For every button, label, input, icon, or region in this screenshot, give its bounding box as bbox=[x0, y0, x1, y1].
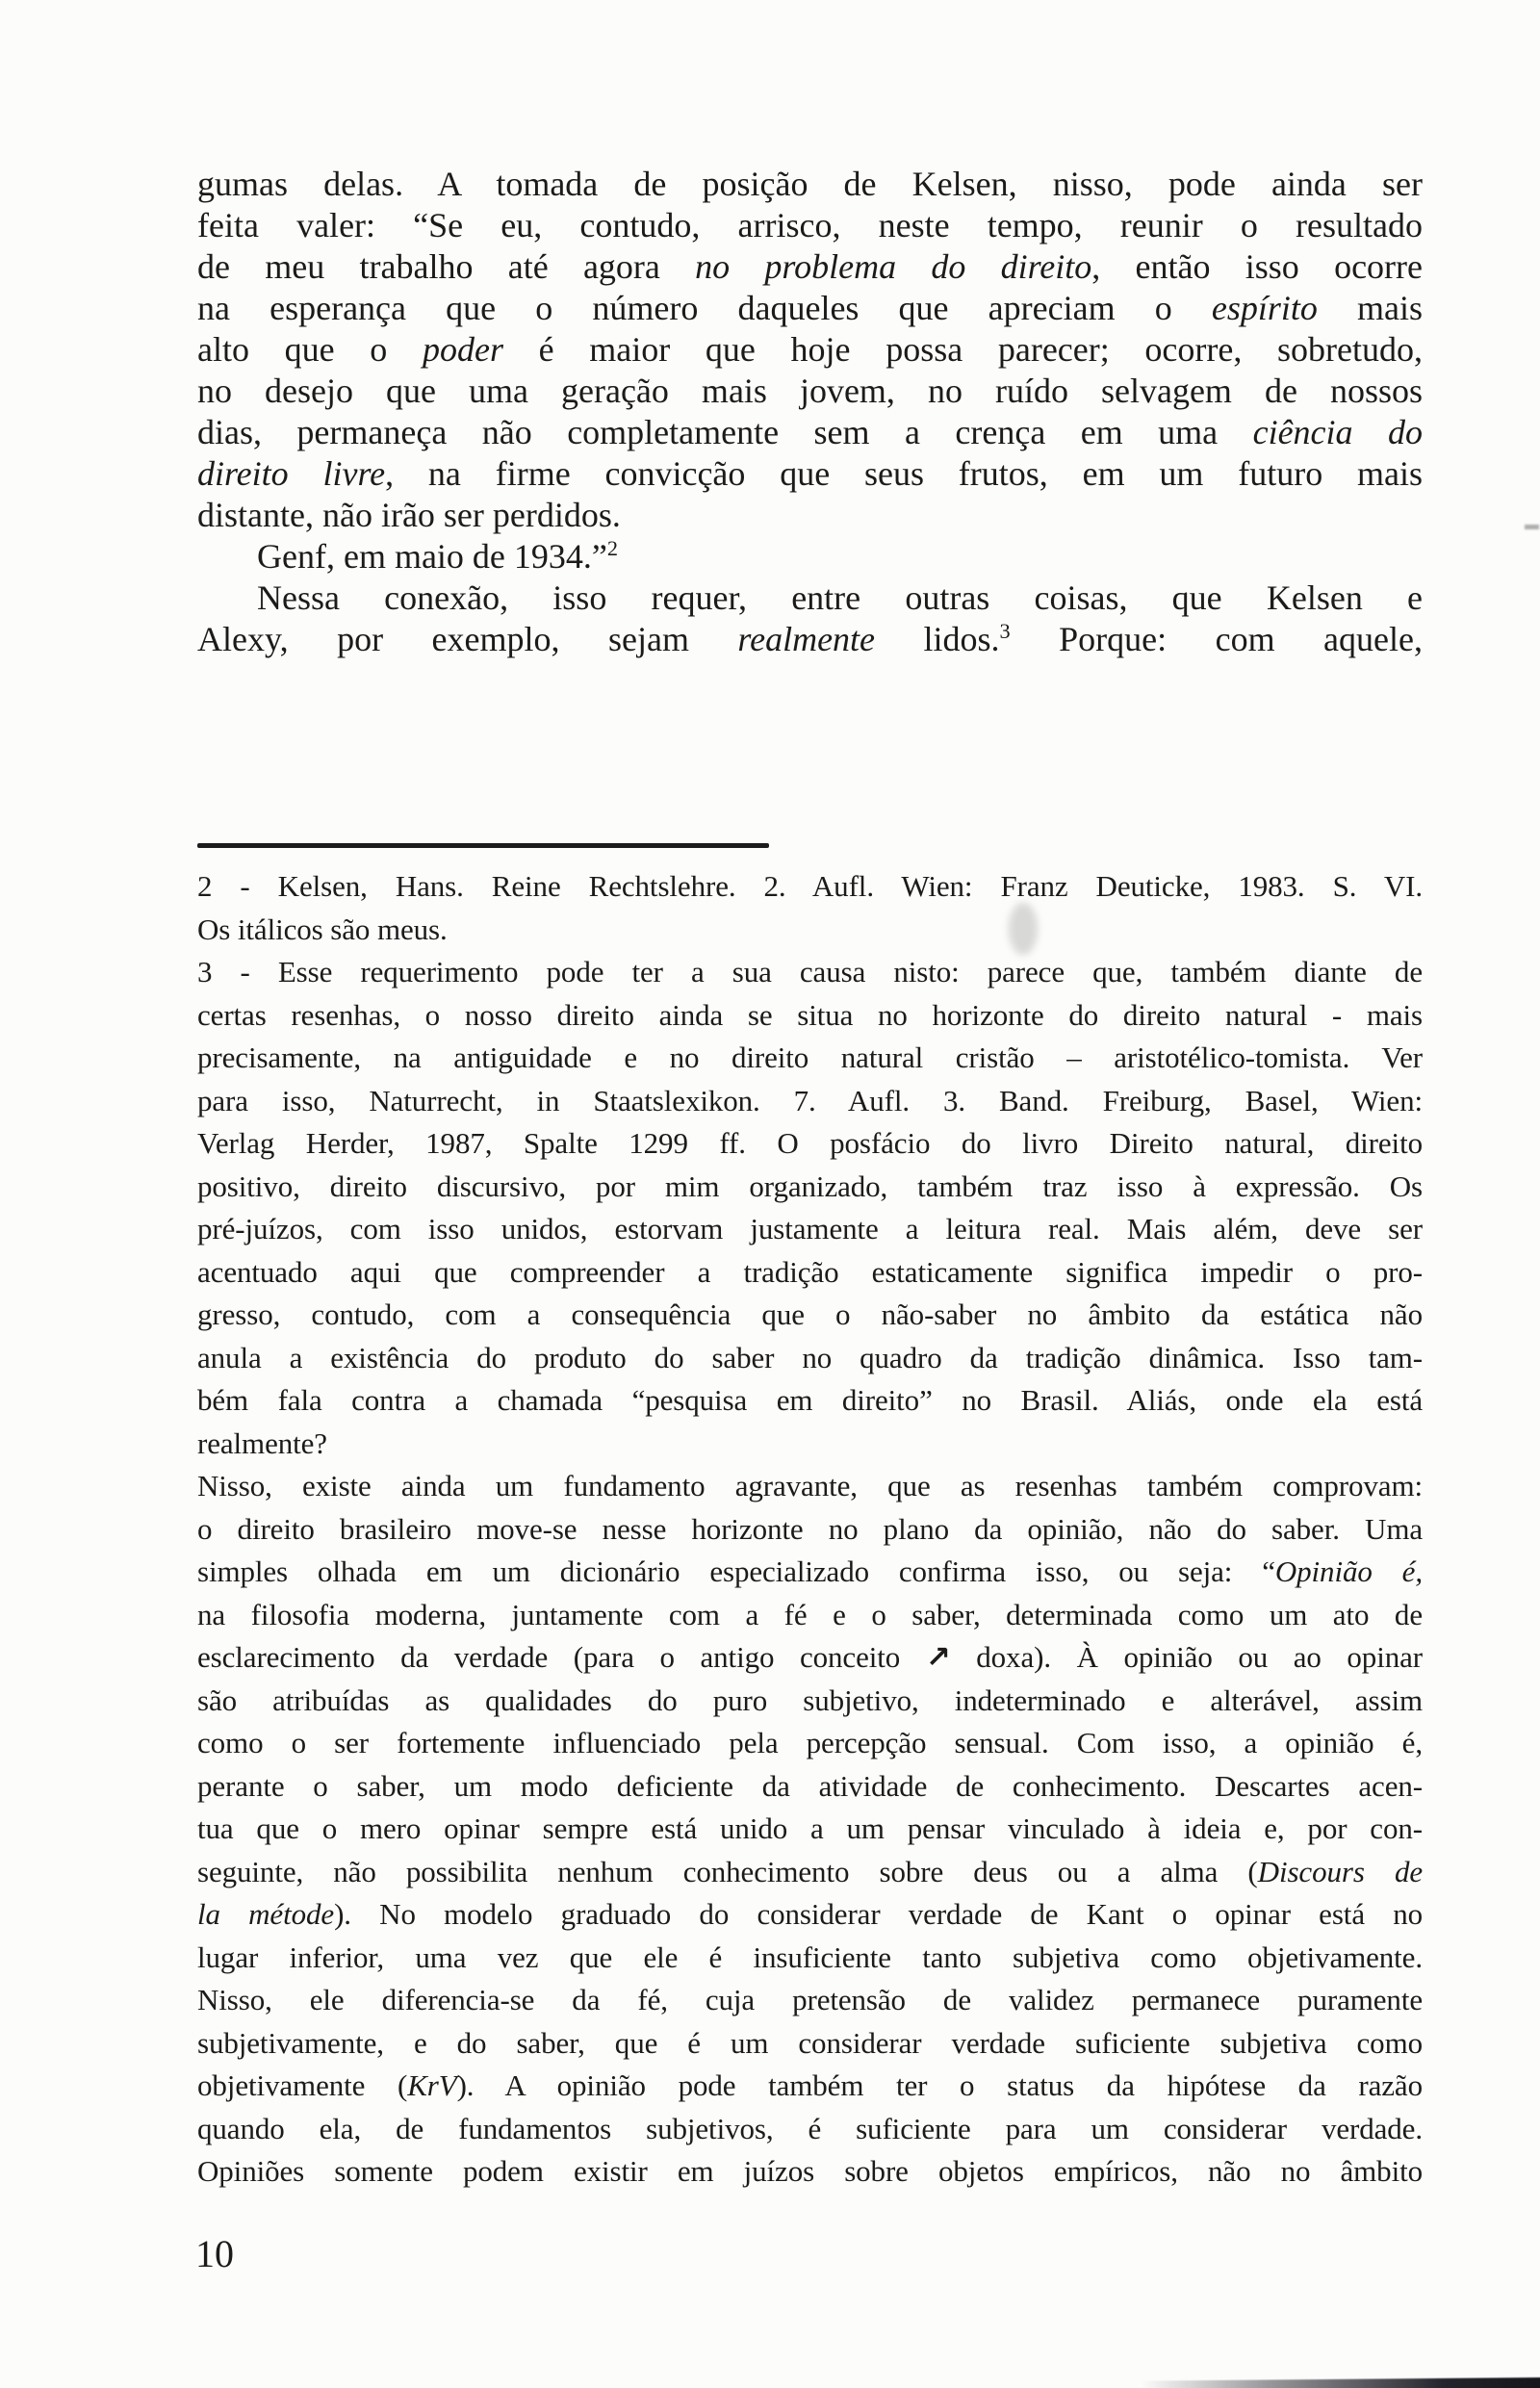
text-line: dias, permaneça não completamente sem a crença em uma ciência do bbox=[197, 413, 1423, 451]
footnote-2 bbox=[197, 865, 1423, 951]
text-line: Verlag Herder, 1987, Spalte 1299 ff. O posfácio do livro Direito natural, direito bbox=[197, 1126, 1423, 1160]
text-line: Os itálicos são meus. bbox=[197, 912, 448, 946]
text-line: gumas delas. A tomada de posição de Kelsen, nisso, pode ainda ser bbox=[197, 165, 1423, 203]
text-line: Nessa conexão, isso requer, entre outras coisas, que Kelsen e bbox=[257, 578, 1423, 617]
text-line: distante, não irão ser perdidos. bbox=[197, 496, 621, 534]
footnote-separator-rule bbox=[197, 843, 769, 848]
scan-smudge-artifact bbox=[1009, 903, 1038, 955]
text-line: precisamente, na antiguidade e no direito natural cristão – aristotélico-tomista. Ver bbox=[197, 1040, 1423, 1074]
text-line: Genf, em maio de 1934.”$^2$ bbox=[257, 536, 619, 576]
scan-bottom-edge-artifact bbox=[1142, 2377, 1540, 2388]
text-line: positivo, direito discursivo, por mim organizado, também traz isso à expressão. Os bbox=[197, 1168, 1423, 1203]
text-line: como o ser fortemente influenciado pela percepção sensual. Com isso, a opinião é, bbox=[197, 1726, 1423, 1759]
text-line: pré-juízos, com isso unidos, estorvam justamente a leitura real. Mais além, deve ser bbox=[197, 1212, 1423, 1245]
text-line: são atribuídas as qualidades do puro subjetivo, indeterminado e alterável, assim bbox=[197, 1682, 1423, 1717]
text-line: lugar inferior, uma vez que ele é insuficiente tanto subjetiva como objetivamente. bbox=[197, 1939, 1423, 1974]
text-line: quando ela, de fundamentos subjetivos, é suficiente para um considerar verdade. bbox=[197, 2111, 1423, 2145]
text-line: Nisso, existe ainda um fundamento agravante, que as resenhas também comprovam: bbox=[197, 1469, 1423, 1502]
text-line: realmente? bbox=[197, 1425, 327, 1460]
text-line: acentuado aqui que compreender a tradição estaticamente significa impedir o pro- bbox=[197, 1254, 1423, 1289]
text-line: para isso, Naturrecht, in Staatslexikon. 7. Aufl. 3. Band. Freiburg, Basel, Wien: bbox=[197, 1083, 1423, 1117]
text-line: o direito brasileiro move-se nesse horizonte no plano da opinião, não do saber. Uma bbox=[197, 1511, 1423, 1546]
text-line: la métode). No modelo graduado do considerar verdade de Kant o opinar está no bbox=[197, 1897, 1423, 1931]
text-line: tua que o mero opinar sempre está unido a um pensar vinculado à ideia e, por con- bbox=[197, 1811, 1423, 1845]
text-line: direito livre, na firme convicção que seus frutos, em um futuro mais bbox=[197, 454, 1423, 493]
text-line: 2 - Kelsen, Hans. Reine Rechtslehre. 2. Aufl. Wien: Franz Deuticke, 1983. S. VI. bbox=[197, 869, 1423, 903]
text-line: seguinte, não possibilita nenhum conhecimento sobre deus ou a alma (Discours de bbox=[197, 1854, 1423, 1888]
text-line: gresso, contudo, com a consequência que o não-saber no âmbito da estática não bbox=[197, 1297, 1423, 1331]
text-line: Alexy, por exemplo, sejam realmente lidos.$^3$ Porque: com aquele, bbox=[197, 619, 1423, 658]
text-line: certas resenhas, o nosso direito ainda se situa no horizonte do direito natural - mais bbox=[197, 997, 1423, 1032]
text-line: subjetivamente, e do saber, que é um considerar verdade suficiente subjetiva como bbox=[197, 2025, 1423, 2060]
text-line: de meu trabalho até agora no problema do direito, então isso ocorre bbox=[197, 247, 1424, 286]
text-line: no desejo que uma geração mais jovem, no ruído selvagem de nossos bbox=[197, 372, 1423, 410]
text-line: 3 - Esse requerimento pode ter a sua causa nisto: parece que, também diante de bbox=[197, 955, 1423, 989]
text-line: simples olhada em um dicionário especializado confirma isso, ou seja: “Opinião é, bbox=[197, 1554, 1423, 1588]
page-number: 10 bbox=[195, 2232, 234, 2275]
footnote-3 bbox=[197, 951, 1423, 2194]
text-line: na esperança que o número daqueles que apreciam o espírito mais bbox=[197, 289, 1423, 327]
text-line: alto que o poder é maior que hoje possa parecer; ocorre, sobretudo, bbox=[197, 330, 1423, 369]
text-line: bém fala contra a chamada “pesquisa em direito” no Brasil. Aliás, onde ela está bbox=[197, 1383, 1423, 1417]
text-line: perante o saber, um modo deficiente da atividade de conhecimento. Descartes acen- bbox=[197, 1768, 1423, 1803]
text-line: esclarecimento da verdade (para o antigo conceito ↗ doxa). À opinião ou ao opinar bbox=[197, 1640, 1423, 1675]
main-text-block bbox=[197, 164, 1423, 660]
scan-dash-artifact bbox=[1525, 525, 1539, 529]
footnotes-block bbox=[197, 865, 1423, 2194]
text-line: feita valer: “Se eu, contudo, arrisco, neste tempo, reunir o resultado bbox=[197, 206, 1423, 244]
text-line: na filosofia moderna, juntamente com a fé e o saber, determinada como um ato de bbox=[197, 1597, 1423, 1631]
text-line: anula a existência do produto do saber no quadro da tradição dinâmica. Isso tam- bbox=[197, 1340, 1423, 1374]
text-line: Opiniões somente podem existir em juízos sobre objetos empíricos, não no âmbito bbox=[197, 2154, 1423, 2188]
text-line: objetivamente (KrV). A opinião pode também ter o status da hipótese da razão bbox=[197, 2068, 1423, 2102]
text-line: Nisso, ele diferencia-se da fé, cuja pretensão de validez permanece puramente bbox=[197, 1983, 1423, 2016]
